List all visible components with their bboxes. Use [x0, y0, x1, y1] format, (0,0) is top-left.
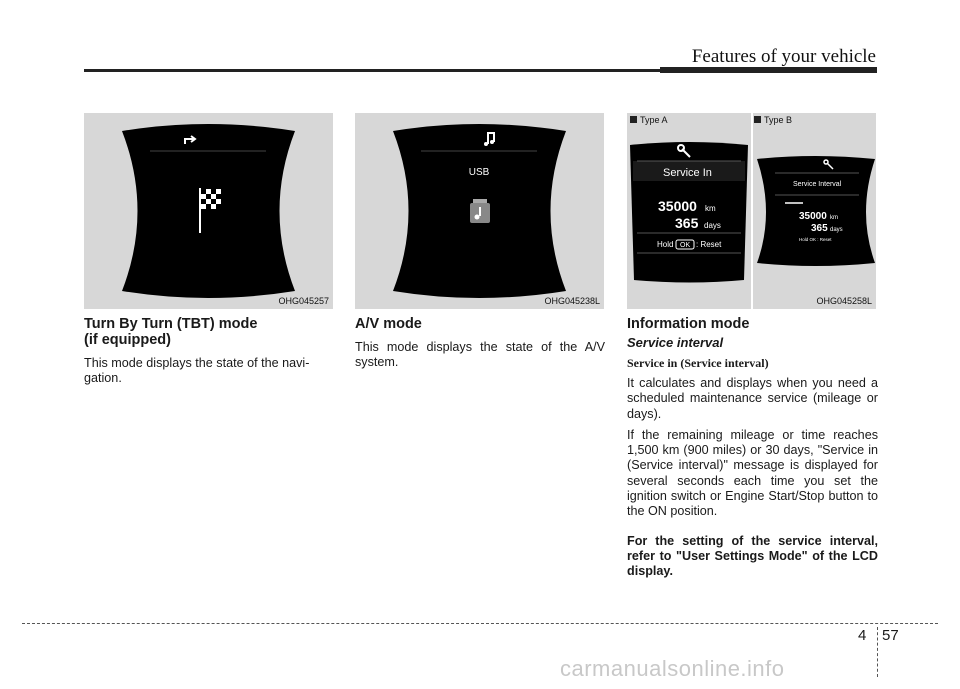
a-ok: OK [680, 242, 691, 249]
a-reset: : Reset [696, 240, 722, 249]
service-in-title: Service In [663, 167, 712, 179]
footer-rule [22, 623, 938, 624]
a-km-unit: km [705, 204, 716, 213]
av-figure [355, 113, 604, 309]
figure-code: OHG045257 [278, 296, 329, 306]
info-paragraph-1: It calculates and displays when you need a scheduled maintenance service (mileage or days). [627, 376, 878, 421]
a-days-unit: days [704, 221, 721, 230]
type-b-label: Type B [754, 115, 792, 125]
figure-code: OHG045238L [544, 296, 600, 306]
usb-label: USB [468, 167, 490, 178]
info-section [627, 316, 878, 580]
figure-code: OHG045258L [816, 296, 872, 306]
tbt-body: This mode displays the state of the navi-gation. [84, 356, 310, 386]
info-paragraph-2: If the remaining mileage or time reaches 1,500 km (900 miles) or 30 days, "Service in (Service interval)" message is displayed for several seconds each time you set the ignition switch or Engine Start/Stop button to the ON position. [627, 427, 878, 519]
info-figure [627, 113, 876, 309]
b-km-unit: km [830, 215, 838, 221]
service-interval-title: Service Interval [793, 181, 842, 188]
watermark: carmanualsonline.info [560, 656, 785, 681]
page-separator [877, 627, 878, 677]
page-number: 57 [882, 627, 899, 644]
tbt-figure [84, 113, 333, 309]
b-days-value: 365 [811, 223, 828, 234]
service-screens [627, 113, 876, 309]
chapter-number: 4 [858, 627, 867, 644]
info-heading: Information mode [627, 316, 750, 332]
usb-device-icon [470, 199, 490, 223]
av-cluster-screen [355, 113, 604, 309]
av-section [355, 316, 605, 377]
tbt-heading: Turn By Turn (TBT) mode (if equipped) [84, 316, 258, 348]
a-km-value: 35000 [658, 198, 697, 214]
header-rule-accent [660, 67, 877, 73]
service-interval-subheading: Service interval [627, 335, 724, 350]
av-heading: A/V mode [355, 316, 422, 332]
a-hold: Hold [657, 240, 674, 249]
info-note: For the setting of the service interval, refer to "User Settings Mode" of the LCD display. [627, 533, 878, 579]
b-days-unit: days [830, 227, 843, 233]
tbt-section [84, 316, 334, 393]
running-header: Features of your vehicle [691, 46, 876, 67]
b-hold: Hold OK : Reset [799, 237, 832, 242]
type-a-label: Type A [630, 115, 668, 125]
av-body: This mode displays the state of the A/V system. [355, 340, 605, 370]
a-days-value: 365 [675, 215, 699, 231]
service-in-subsubheading: Service in (Service interval) [627, 356, 769, 370]
tbt-cluster-screen [84, 113, 333, 309]
b-km-value: 35000 [799, 211, 827, 222]
